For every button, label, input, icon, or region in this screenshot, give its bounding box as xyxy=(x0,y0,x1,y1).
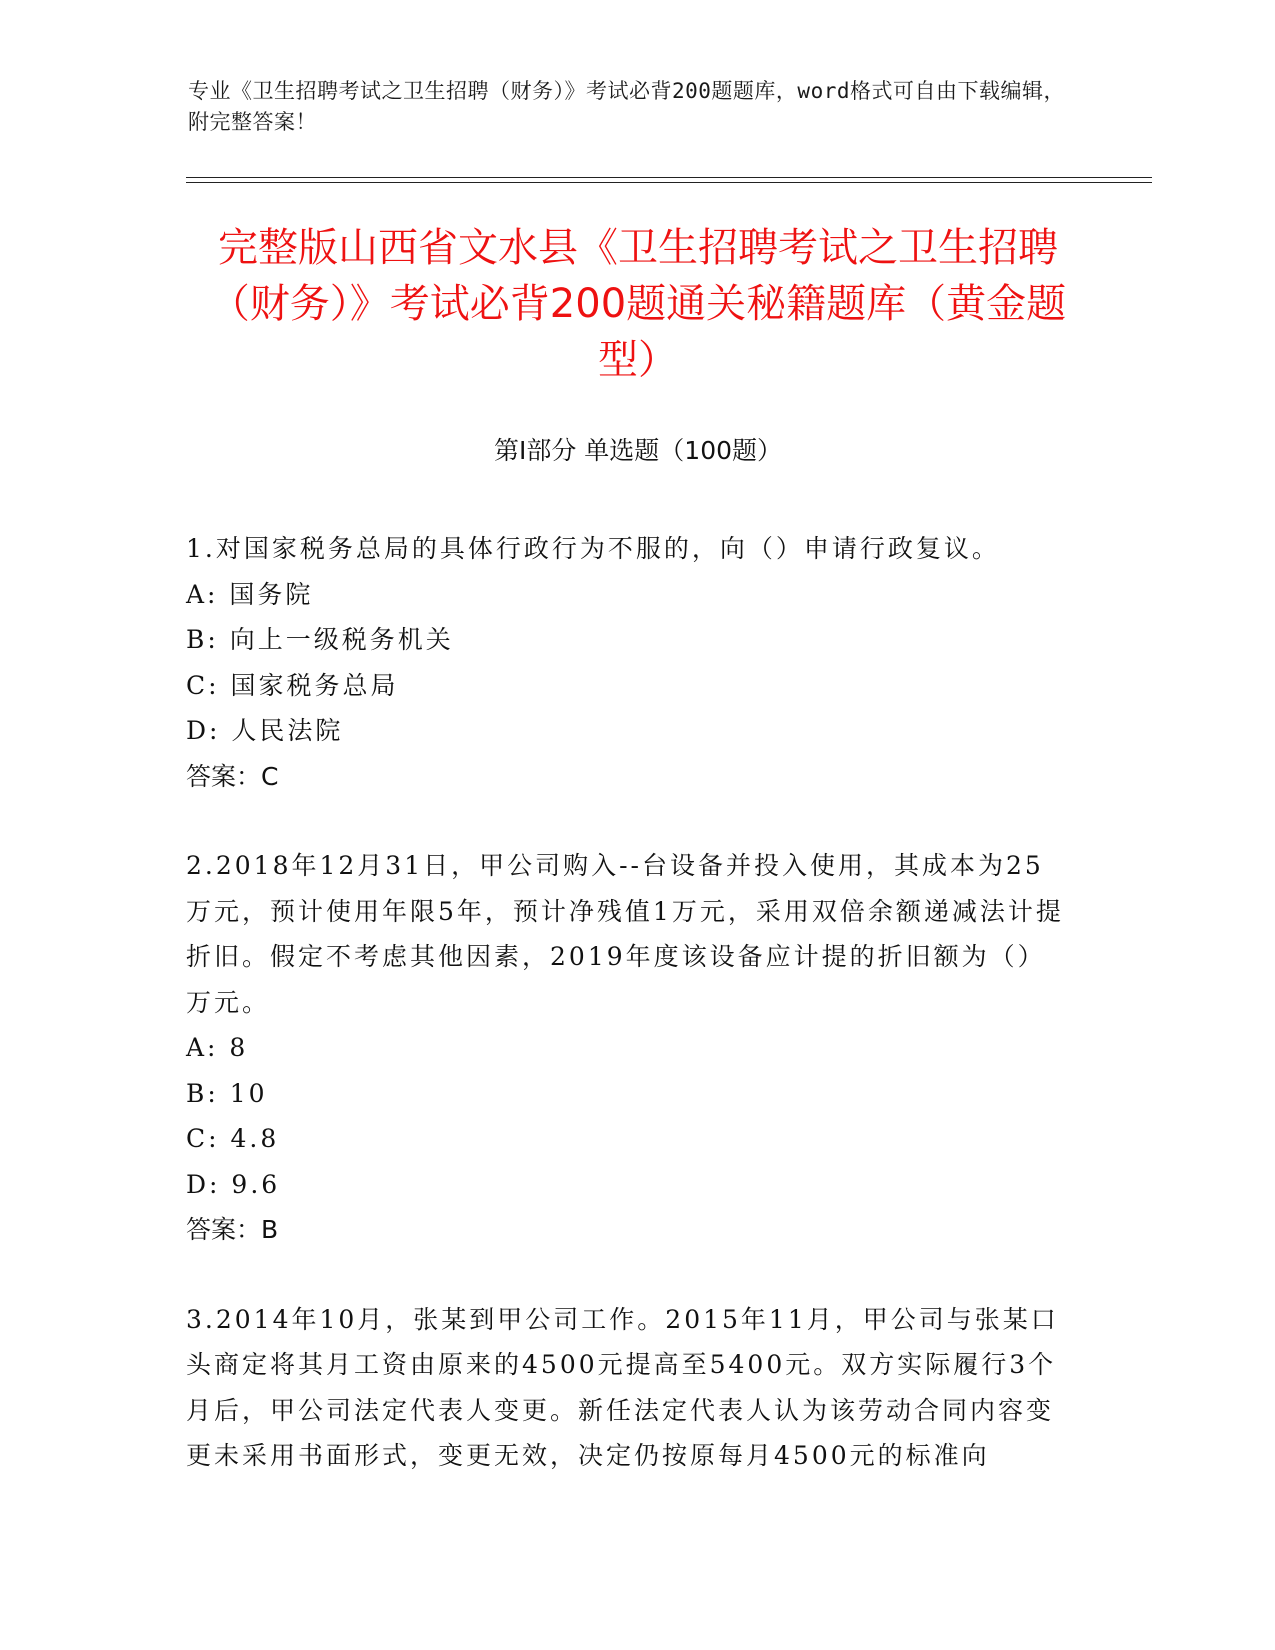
option-d: D: 人民法院 xyxy=(186,716,344,745)
header-divider-bottom xyxy=(186,182,1152,183)
question-3 xyxy=(186,1297,1066,1479)
question-stem: 1.对国家税务总局的具体行政行为不服的，向（）申请行政复议。 xyxy=(186,534,1000,563)
header-note: 专业《卫生招聘考试之卫生招聘（财务）》考试必背200题题库，word格式可自由下载编辑，附完整答案！ xyxy=(188,79,1065,134)
option-a: A: 8 xyxy=(186,1033,249,1062)
option-c: C: 国家税务总局 xyxy=(186,670,399,700)
option-a: A: 国务院 xyxy=(186,579,314,609)
answer-line: 答案：B xyxy=(186,1215,279,1244)
question-stem: 2.2018年12月31日，甲公司购入--台设备并投入使用，其成本为25万元，预计使用年限5年，预计净残值1万元，采用双倍余额递减法计提折旧。假定不考虑其他因素，2019年度该设备应计提的折旧额为（）万元。 xyxy=(186,851,1064,1017)
section-heading: 第Ⅰ部分 单选题（100题） xyxy=(493,436,783,465)
document-title: 完整版山西省文水县《卫生招聘考试之卫生招聘（财务）》考试必背200题通关秘籍题库（黄金题型） xyxy=(209,225,1067,383)
header-divider-top xyxy=(186,177,1152,178)
question-1 xyxy=(186,526,1066,799)
question-2 xyxy=(186,843,1066,1253)
question-stem: 3.2014年10月，张某到甲公司工作。2015年11月，甲公司与张某口头商定将其月工资由原来的4500元提高至5400元。双方实际履行3个月后，甲公司法定代表人变更。新任法定代表人认为该劳动合同内容变更未采用书面形式，变更无效，决定仍按原每月4500元的标准向 xyxy=(186,1304,1059,1470)
option-b: B: 向上一级税务机关 xyxy=(186,625,454,654)
option-b: B: 10 xyxy=(186,1078,268,1108)
answer-line: 答案：C xyxy=(186,761,279,791)
option-d: D: 9.6 xyxy=(186,1169,281,1199)
question-list xyxy=(186,526,1066,1523)
option-c: C: 4.8 xyxy=(186,1124,280,1153)
